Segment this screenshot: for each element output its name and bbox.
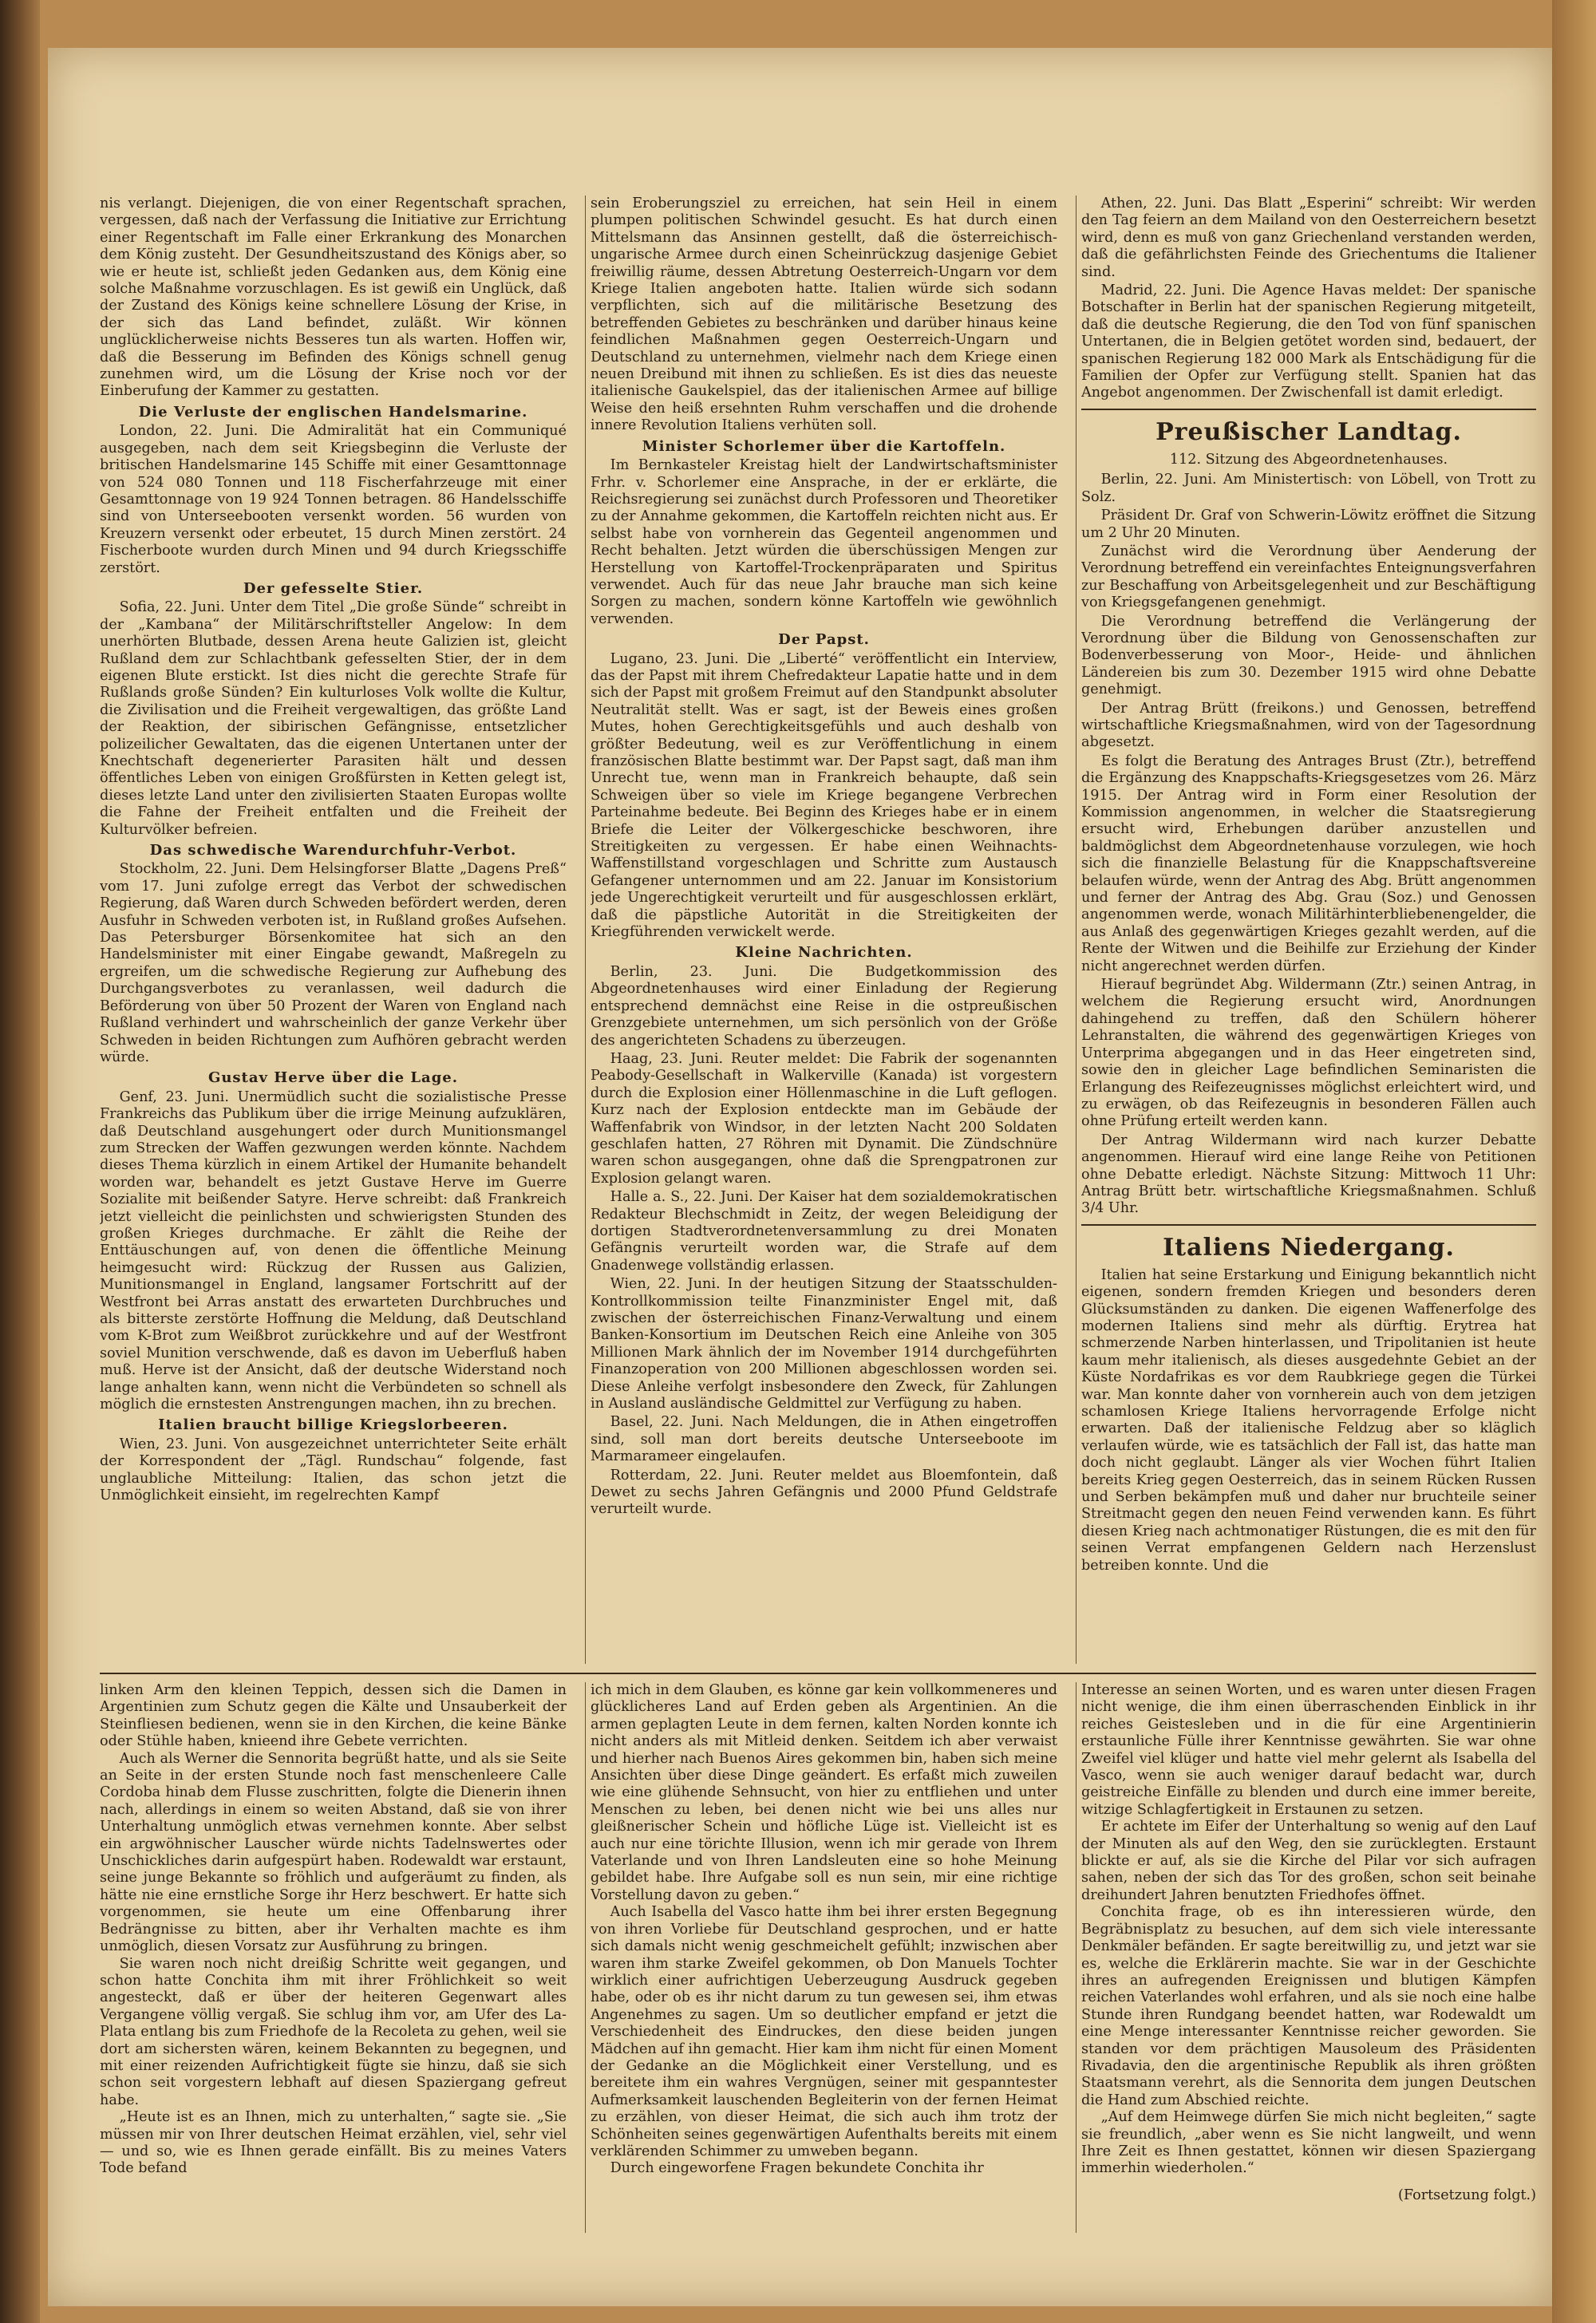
book-binding — [0, 0, 40, 2323]
continuation-note: (Fortsetzung folgt.) — [1398, 2187, 1536, 2203]
feuilleton-paragraph: „Heute ist es an Ihnen, mich zu unterhalten,“ sagte sie. „Sie müssen mir von Ihrer deutschen Heimat erzählen, viel, sehr viel — und so, wie es Ihnen gerade einfällt. Bis zu meines Vaters Tode befand — [100, 2109, 567, 2177]
article-paragraph: nis verlangt. Diejenigen, die von einer Regentschaft sprachen, vergessen, daß nach der Verfassung die Initiative zur Errichtung einer Regentschaft im Falle einer Erkrankung des Monarchen dem König zusteht. Der Gesundheitszustand des Königs aber, so wie er heute ist, schließt jeden Gedanken aus, dem König eine solche Maßnahme vorzuschlagen. Es ist gewiß ein Unglück, daß der Zustand des Königs keine schnellere Lösung der Krise, in der sich das Land befindet, zuläßt. Wir können unglücklicherweise nichts Besseres tun als warten. Hoffen wir, daß die Besserung im Befinden des Königs schnell genug zunehmen wird, um die Lösung der Krise noch vor der Einberufung der Kammer zu gestatten. — [100, 196, 567, 400]
feuilleton-paragraph: Durch eingeworfene Fragen bekundete Conchita ihr — [610, 2160, 984, 2177]
section-rule — [1081, 409, 1536, 410]
article-paragraph: Zunächst wird die Verordnung über Aenderung der Verordnung betreffend ein vereinfachtes Enteignungsverfahren zur Beschaffung von Arbeitsgelegenheit und zur Beschäftigung von Kriegsgefangenen genehmigt. — [1081, 543, 1536, 611]
column-separator — [585, 1682, 586, 2233]
article-paragraph: Es folgt die Beratung des Antrages Brust (Ztr.), betreffend die Ergänzung des Knappschafts-Kriegsgesetzes vom 26. März 1915. Der Antrag wird in Form einer Resolution der Kommission angenommen, in welcher die Staatsregierung ersucht wird, Erhebungen darüber anzustellen und baldmöglichst dem Abgeordnetenhause vorzulegen, wie hoch sich die finanzielle Belastung für die Knappschaftsvereine belaufen würde, wenn der Antrag des Abg. Brütt angenommen und ferner der Antrag des Abg. Grau (Soz.) und Genossen angenommen werde, wonach Militärhinterbliebenengelder, die aus Anlaß des gegenwärtigen Krieges gezahlt werden, auf die Rente der Witwen und die Beihilfe zur Erziehung der Kinder nicht angerechnet werden dürfen. — [1081, 753, 1536, 974]
article-heading: Das schwedische Warendurchfuhr-Verbot. — [149, 842, 517, 859]
feuilleton-paragraph: Auch Isabella del Vasco hatte ihm bei ihrer ersten Begegnung von ihren Vorliebe für Deutschland gesprochen, und er hatte sich damals nicht wenig geschmeichelt gefühlt; inzwischen aber waren ihm starke Zweifel gekommen, ob Don Manuels Tochter wirklich einer aufrichtigen Ueberzeugung Ausdruck gegeben habe, oder ob es ihr nicht darum zu tun gewesen sei, ihm etwas Angenehmes zu sagen. Um so deutlicher empfand er jetzt die Verschiedenheit des Eindruckes, den diese beiden jungen Mädchen auf ihn gemacht. Hier kam ihm nicht für einen Moment der Gedanke an die Möglichkeit einer Verstellung, und es bereitete ihm ein wahres Vergnügen, seiner mit gespanntester Aufmerksamkeit lauschenden Begleiterin von der fernen Heimat zu erzählen, von dieser Heimat, die sich auch ihm trotz der Schönheiten seines gegenwärtigen Aufenthalts bereits mit einem verklärenden Schimmer zu umweben begann. — [591, 1904, 1057, 2159]
column-2 — [591, 196, 1057, 1672]
article-paragraph: Basel, 22. Juni. Nach Meldungen, die in Athen eingetroffen sind, soll man dort bereits deutsche Unterseeboote im Marmarameer eingelaufen. — [591, 1414, 1057, 1465]
article-heading: Der Papst. — [778, 631, 870, 649]
article-paragraph: Italien hat seine Erstarkung und Einigung bekanntlich nicht eigenen, sondern fremden Kriegen und besonders deren Glücksumständen zu danken. Die eigenen Waffenerfolge des modernen Italiens sind mehr als dürftig. Erytrea hat schmerzende Narben hinterlassen, und Tripolitanien ist heute kaum mehr italienisch, als dieses ausgedehnte Gebiet an der Küste Nordafrikas es vor dem Raubkriege gegen die Türkei war. Man konnte daher von vornherein auch von dem jetzigen schamlosen Kriege Italiens hervorragende Erfolge nicht erwarten. Daß der italienische Feldzug aber so kläglich verlaufen würde, wie es tatsächlich der Fall ist, das hatte man doch nicht geglaubt. Länger als vier Wochen führt Italien bereits Krieg gegen Oesterreich, das in seinem Rücken Russen und Serben bekämpfen muß und daher nur bruchteile seiner Streitmacht gegen den neuen Feind verwenden kann. Es führt diesen Krieg nach achtmonatiger Rüstungen, die es mit den für seinen Verrat empfangenen Geldern nach Herzenslust betreiben konnte. Und die — [1081, 1266, 1536, 1574]
feuilleton-paragraph: Er achtete im Eifer der Unterhaltung so wenig auf den Lauf der Minuten als auf den Weg, den sie zurücklegten. Erstaunt blickte er auf, als sie die Kirche del Pilar vor sich aufragen sahen, neben der sich das Tor des großen, schon seit beinahe dreihundert Jahren benutzten Friedhofes öffnet. — [1081, 1819, 1536, 1903]
section-subheading: 112. Sitzung des Abgeordnetenhauses. — [1169, 451, 1448, 468]
section-heading: Preußischer Landtag. — [1156, 417, 1462, 446]
feuilleton-paragraph: Conchita frage, ob es ihn interessieren würde, den Begräbnisplatz zu besuchen, auf dem sich viele interessante Denkmäler befänden. Er sagte bereitwillig zu, und jetzt war sie es, welche die Erklärerin machte. Sie war in der Geschichte ihres an aufregenden Ereignissen und blutigen Kämpfen reichen Vaterlandes wohl erfahren, und als sie noch eine halbe Stunde ihren Rundgang beendet hatten, war Rodewaldt um eine Menge interessanter Kenntnisse reicher geworden. Sie standen vor dem prächtigen Mausoleum des Präsidenten Rivadavia, den die argentinische Republik als ihren größten Staatsmann verehrt, als die Sennorita dem jungen Deutschen die Hand zum Abschied reichte. — [1081, 1904, 1536, 2108]
article-paragraph: Haag, 23. Juni. Reuter meldet: Die Fabrik der sogenannten Peabody-Gesellschaft in Walkerville (Kanada) ist vorgestern durch die Explosion einer Höllenmaschine in die Luft geflogen. Kurz nach der Explosion entdeckte man im Gebäude der Waffenfabrik von Windsor, in der letzten Nacht 200 Soldaten geschlafen hatten, 27 Röhren mit Dynamit. Die Zündschnüre waren schon ausgegangen, ohne daß die Sprengpatronen zur Explosion gelangt waren. — [591, 1050, 1057, 1187]
article-paragraph: Die Verordnung betreffend die Verlängerung der Verordnung über die Bildung von Genossenschaften zur Bodenverbesserung von Moor-, Heide- und ähnlichen Ländereien bis zum 30. Dezember 1915 wird ohne Debatte genehmigt. — [1081, 613, 1536, 698]
article-paragraph: Wien, 22. Juni. In der heutigen Sitzung der Staatsschulden-Kontrollkommission teilte Finanzminister Engel mit, daß zwischen der österreichischen Finanz-Verwaltung und einem Banken-Konsortium im Deutschen Reich eine Anleihe von 305 Millionen Mark ähnlich der im November 1914 durchgeführten Finanzoperation von 200 Millionen abgeschlossen worden sei. Diese Anleihe verfolgt insbesondere den Zweck, für Zahlungen in Ausland ausländische Geldmittel zur Verfügung zu haben. — [591, 1276, 1057, 1412]
article-paragraph: Madrid, 22. Juni. Die Agence Havas meldet: Der spanische Botschafter in Berlin hat der spanischen Regierung mitgeteilt, daß die deutsche Regierung, die den Tod von fünf spanischen Untertanen, die in Belgien getötet worden sind, bedauert, der spanischen Regierung 182 000 Mark als Entschädigung für die Familien der Opfer zur Verfügung stellt. Spanien hat das Angebot angenommen. Der Zwischenfall ist damit erledigt. — [1081, 282, 1536, 401]
article-paragraph: London, 22. Juni. Die Admiralität hat ein Communiqué ausgegeben, nach dem seit Kriegsbeginn die Verluste der britischen Handelsmarine 145 Schiffe mit einer Gesamttonnage von 524 080 Tonnen und 118 Fischerfahrzeuge mit einer Gesamttonnage von 19 924 Tonnen betragen. 86 Handelsschiffe sind von Unterseebooten versenkt worden. 56 wurden von Kreuzern versenkt oder erbeutet, 15 durch Minen zerstört. 24 Fischerboote wurden durch Minen und 94 durch Kriegsschiffe zerstört. — [100, 423, 567, 576]
article-heading: Minister Schorlemer über die Kartoffeln. — [642, 437, 1006, 455]
feuilleton-column-1 — [100, 1682, 567, 2241]
feuilleton-column-2 — [591, 1682, 1057, 2241]
article-paragraph: Präsident Dr. Graf von Schwerin-Löwitz eröffnet die Sitzung um 2 Uhr 20 Minuten. — [1081, 508, 1536, 541]
article-heading: Italien braucht billige Kriegslorbeeren. — [158, 1416, 508, 1434]
article-paragraph: Hierauf begründet Abg. Wildermann (Ztr.) seinen Antrag, in welchem die Regierung ersucht wird, Anordnungen dahingehend zu treffen, daß den Schülern höherer Lehranstalten, die während des gegenwärtigen Krieges von Unterprima abgegangen und in das Heer eingetreten sind, sowie den in gleicher Lage befindlichen Seminaristen die Erlangung des Reifezeugnisses möglichst erleichtert wird, und zu erwägen, ob das Reifezeugnis in besonderen Fällen auch ohne Prüfung erteilt werden kann. — [1081, 977, 1536, 1130]
article-paragraph: Athen, 22. Juni. Das Blatt „Esperini“ schreibt: Wir werden den Tag feiern an dem Mailand von den Oesterreichern besetzt wird, denn es muß von ganz Griechenland verstanden werden, daß die gefährlichsten Feinde des Griechentums die Italiener sind. — [1081, 196, 1536, 280]
article-paragraph: Berlin, 23. Juni. Die Budgetkommission des Abgeordnetenhauses wird einer Einladung der Regierung entsprechend demnächst eine Reise in die ostpreußischen Grenzgebiete unternehmen, um sich persönlich von der Größe des angerichteten Schadens zu überzeugen. — [591, 963, 1057, 1049]
feuilleton-paragraph: „Auf dem Heimwege dürfen Sie mich nicht begleiten,“ sagte sie freundlich, „aber wenn es Sie nicht langweilt, und wenn Ihre Zeit es Ihnen gestattet, können wir diesen Spaziergang immerhin wiederholen.“ — [1081, 2109, 1536, 2177]
column-separator — [1076, 1682, 1077, 2233]
feuilleton-paragraph: linken Arm den kleinen Teppich, dessen sich die Damen in Argentinien zum Schutz gegen die Kälte und Unsauberkeit der Steinfliesen bedienen, wenn sie in den Kirchen, die keine Bänke oder Stühle haben, knieend ihre Gebete verrichten. — [100, 1682, 567, 1750]
column-separator — [585, 196, 586, 1664]
feuilleton-paragraph: ich mich in dem Glauben, es könne gar kein vollkommeneres und glücklicheres Land auf Erden geben als Argentinien. An die armen geplagten Leute in dem fernen, kalten Norden konnte ich nicht anders als mit Mitleid denken. Seitdem ich aber verwaist und hierher nach Buenos Aires gekommen bin, haben sich meine Ansichten über diese Dinge geändert. Es erfaßt mich zuweilen wie eine glühende Sehnsucht, von hier zu entfliehen und unter Menschen zu leben, bei denen nicht wie bei uns alles nur gleißnerischer Schein und höfliche Lüge ist. Vielleicht ist es auch nur eine törichte Illusion, wenn ich mir gerade von Ihrem Vaterlande und von Ihren Landsleuten eine so hohe Meinung gebildet habe. Ihre Aufgabe soll es nun sein, mir eine richtige Vorstellung davon zu geben.“ — [591, 1682, 1057, 1903]
article-paragraph: Halle a. S., 22. Juni. Der Kaiser hat dem sozialdemokratischen Redakteur Blechschmidt in Zeitz, der wegen Beleidigung der dortigen Stadtverordnetenversammlung zu drei Monaten Gefängnis verurteilt worden war, die Strafe auf dem Gnadenwege vollständig erlassen. — [591, 1189, 1057, 1274]
article-paragraph: Der Antrag Brütt (freikons.) und Genossen, betreffend wirtschaftliche Kriegsmaßnahmen, wird von der Tagesordnung abgesetzt. — [1081, 700, 1536, 751]
feuilleton-paragraph: Auch als Werner die Sennorita begrüßt hatte, und als sie Seite an Seite in der ersten Stunde noch fast menschenleere Calle Cordoba hinab dem Flusse zuschritten, folgte die Dienerin ihnen nach, allerdings in einem so weiten Abstand, daß sie von ihrer Unterhaltung unmöglich etwas vernehmen konnte. Aber selbst ein argwöhnischer Lauscher würde nichts Tadelnswertes oder Unschickliches darin aufgespürt haben. Rodewaldt war erstaunt, seine junge Bekannte so fröhlich und aufgeräumt zu finden, als hätte nie eine ernstliche Sorge ihr Herz beschwert. Er hatte sich vorgenommen, sie heute um eine Offenbarung ihrer Bedrängnisse zu bitten, aber ihr Verhalten machte es ihm unmöglich, diesen Vorsatz zur Ausführung zu bringen. — [100, 1750, 567, 1955]
article-heading: Kleine Nachrichten. — [735, 944, 913, 962]
column-3 — [1081, 196, 1536, 1672]
article-paragraph: Der Antrag Wildermann wird nach kurzer Debatte angenommen. Hierauf wird eine lange Reihe von Petitionen ohne Debatte erledigt. Nächste Sitzung: Mittwoch 11 Uhr: Antrag Brütt betr. wirtschaftliche Kriegsmaßnahmen. Schluß 3/4 Uhr. — [1081, 1132, 1536, 1217]
column-1 — [100, 196, 567, 1672]
article-paragraph: Genf, 23. Juni. Unermüdlich sucht die sozialistische Presse Frankreichs das Publikum über die irrige Meinung aufzuklären, daß Deutschland ausgehungert oder durch Munitionsmangel zum Strecken der Waffen gezwungen werden könnte. Nachdem dieses Thema kürzlich in einem Artikel der Humanite behandelt worden war, behandelt es jetzt Gustave Herve im Guerre Sozialite mit beißender Satyre. Herve schreibt: daß Frankreich jetzt vielleicht die peinlichsten und schwierigsten Stunden des großen Krieges durchmache. Er zählt die Reihe der Enttäuschungen auf, von denen die öffentliche Meinung heimgesucht wird: Rückzug der Russen aus Galizien, Munitionsmangel in England, langsamer Fortschritt auf der Westfront bei Arras anstatt des erwarteten Durchbruches und als bitterste zerstörte Hoffnung die Meldung, daß Deutschland vom K-Brot zum Weißbrot zurückkehre und auf der Westfront soviel Munition verschwende, daß es davon im Ueberfluß haben muß. Herve ist der Ansicht, daß der deutsche Widerstand noch lange anhalten kann, wenn nicht die Verbündeten so schnell als möglich die ernstesten Anstrengungen machen, ihn zu brechen. — [100, 1088, 567, 1413]
feuilleton-rule — [100, 1673, 1536, 1674]
article-heading: Die Verluste der englischen Handelsmarine. — [138, 403, 528, 421]
article-paragraph: Rotterdam, 22. Juni. Reuter meldet aus Bloemfontein, daß Dewet zu sechs Jahren Gefängnis und 2000 Pfund Geldstrafe verurteilt wurde. — [591, 1467, 1057, 1518]
article-paragraph: Im Bernkasteler Kreistag hielt der Landwirtschaftsminister Frhr. v. Schorlemer eine Ansprache, in der er erklärte, die Reichsregierung sei zunächst durch Professoren und Theoretiker zu der Annahme gekommen, die Kartoffeln reichten nicht aus. Er selbst habe von vornherein das Gegenteil angenommen und Recht behalten. Jetzt würden die überschüssigen Mengen zur Herstellung von Kartoffel-Trockenpräparaten und Spiritus verwendet. Auch für das neue Jahr brauche man sich keine Sorgen zu machen, sondern könne Kartoffeln wie gewöhnlich verwenden. — [591, 457, 1057, 627]
article-paragraph: sein Eroberungsziel zu erreichen, hat sein Heil in einem plumpen politischen Schwindel gesucht. Es hat durch einen Mittelsmann das Ansinnen gestellt, daß die österreichisch-ungarische Armee durch einen Scheinrückzug dasjenige Gebiet freiwillig räume, dessen Abtretung Oesterreich-Ungarn vor dem Kriege Italien angeboten hatte. Italien würde sich sodann verpflichten, sich auf die militärische Besetzung des betreffenden Gebietes zu beschränken und darüber hinaus keine feindlichen Maßnahmen gegen Oesterreich-Ungarn und Deutschland zu unternehmen, vielmehr nach dem Kriege einen neuen Dreibund mit ihnen zu schließen. Es ist dies das neueste italienische Gaukelspiel, das der italienischen Armee auf billige Weise den heiß ersehnten Ruhm verschaffen und die drohende innere Revolution Italiens verhüten soll. — [591, 196, 1057, 434]
article-paragraph: Stockholm, 22. Juni. Dem Helsingforser Blatte „Dagens Preß“ vom 17. Juni zufolge erregt das Verbot der schwedischen Regierung, daß Waren durch Schweden befördert werden, deren Ausfuhr in Schweden verboten ist, in Rußland großes Aufsehen. Das Petersburger Börsenkomitee hat sich an den Handelsminister mit einer Eingabe gewandt, Maßregeln zu ergreifen, um die schwedische Regierung zur Aufhebung des Durchgangsverbotes zu veranlassen, weil dadurch die Beförderung von über 50 Prozent der Waren von England nach Rußland verhindert und wahrscheinlich der ganze Verkehr über Schweden in beiden Richtungen zum Aufhören gebracht werden würde. — [100, 861, 567, 1065]
article-paragraph: Lugano, 23. Juni. Die „Liberté“ veröffentlicht ein Interview, das der Papst mit ihrem Chefredakteur Lapatie hatte und in dem sich der Papst mit großem Freimut auf den Standpunkt absoluter Neutralität stellt. Was er sagt, ist der Beweis eines großen Mutes, hohen Gerechtigkeitsgefühls und auch deshalb von größter Bedeutung, weil es zur Veröffentlichung in einem französischen Blatte bestimmt war. Der Papst sagt, daß man ihm Unrecht tue, wenn man in Frankreich behaupte, daß sein Schweigen über so viele im Kriege begangene Verbrechen Parteinahme bedeute. Bei Beginn des Krieges habe er in einem Briefe die Leiter der Völkergeschicke beschworen, ihre Streitigkeiten zu vergessen. Er habe einen Weihnachts-Waffenstillstand vorgeschlagen und Schritte zum Austausch Gefangener unternommen und am 22. Januar im Konsistorium jede Ungerechtigkeit verurteilt und für ausgeschlossen erklärt, daß die päpstliche Autorität in die Streitigkeiten der Kriegführenden verwickelt werde. — [591, 650, 1057, 941]
feuilleton-paragraph: Sie waren noch nicht dreißig Schritte weit gegangen, und schon hatte Conchita ihm mit ihrer Fröhlichkeit so weit angesteckt, daß er über der heiteren Gegenwart alles Vergangene völlig vergaß. Sie schlug ihm vor, am Ufer des La-Plata entlang bis zum Friedhofe de la Recoleta zu gehen, weil sie dort am sichersten wären, keinem Bekannten zu begegnen, und mit einer reizenden Aufrichtigkeit fügte sie hinzu, daß sie sich schon seit vorgestern lebhaft auf diesen Spaziergang gefreut habe. — [100, 1955, 567, 2108]
article-paragraph: Sofia, 22. Juni. Unter dem Titel „Die große Sünde“ schreibt in der „Kambana“ der Militärschriftsteller Angelow: In dem unerhörten Blutbade, dessen Arena heute Galizien ist, gleicht Rußland dem zur Schlachtbank gefesselten Stier, der in dem eigenen Blute erstickt. Ist dies nicht die gerechte Strafe für Rußlands große Sünden? Ein kulturloses Volk wollte die Kultur, die Zivilisation und die Freiheit vergewaltigen, das größte Land der Reaktion, der sibirischen Gefängnisse, entsetzlicher polizeilicher Gewaltaten, das die eigenen Untertanen unter der Knechtschaft degenerierter Parasiten hält und dessen öffentliches Leben von einigen Großfürsten in Ketten gelegt ist, dieses letzte Land unter den zivilisierten Staaten Europas wollte die Fahne der Freiheit entfalten und die Freiheit der Kulturvölker befreien. — [100, 599, 567, 838]
news-columns — [100, 196, 1536, 1672]
column-separator — [1076, 196, 1077, 1664]
article-heading: Der gefesselte Stier. — [243, 579, 424, 597]
article-heading: Gustav Herve über die Lage. — [207, 1069, 459, 1087]
feuilleton-columns — [100, 1682, 1536, 2241]
section-heading: Italiens Niedergang. — [1163, 1233, 1455, 1262]
article-paragraph: Wien, 23. Juni. Von ausgezeichnet unterrichteter Seite erhält der Korrespondent der „Tägl. Rundschau“ folgende, fast unglaubliche Mitteilung: Italien, das schon jetzt die Unmöglichkeit einsieht, im regelrechten Kampf — [100, 1436, 567, 1504]
feuilleton-paragraph: Interesse an seinen Worten, und es waren unter diesen Fragen nicht wenige, die ihm einen überraschenden Einblick in ihr reiches Geistesleben und in die für eine Argentinierin erstaunliche Fülle ihrer Kenntnisse gewährten. Sie war ohne Zweifel viel klüger und hatte viel mehr gelernt als Isabella del Vasco, wenn sie auch weniger darauf bedacht war, durch geistreiche Einfälle zu blenden und durch eine immer bereite, witzige Schlagfertigkeit in Erstaunen zu setzen. — [1081, 1682, 1536, 1818]
feuilleton-column-3 — [1081, 1682, 1536, 2241]
section-rule — [1081, 1224, 1536, 1226]
page-edge — [1552, 0, 1596, 2323]
article-paragraph: Berlin, 22. Juni. Am Ministertisch: von Löbell, von Trott zu Solz. — [1081, 472, 1536, 505]
